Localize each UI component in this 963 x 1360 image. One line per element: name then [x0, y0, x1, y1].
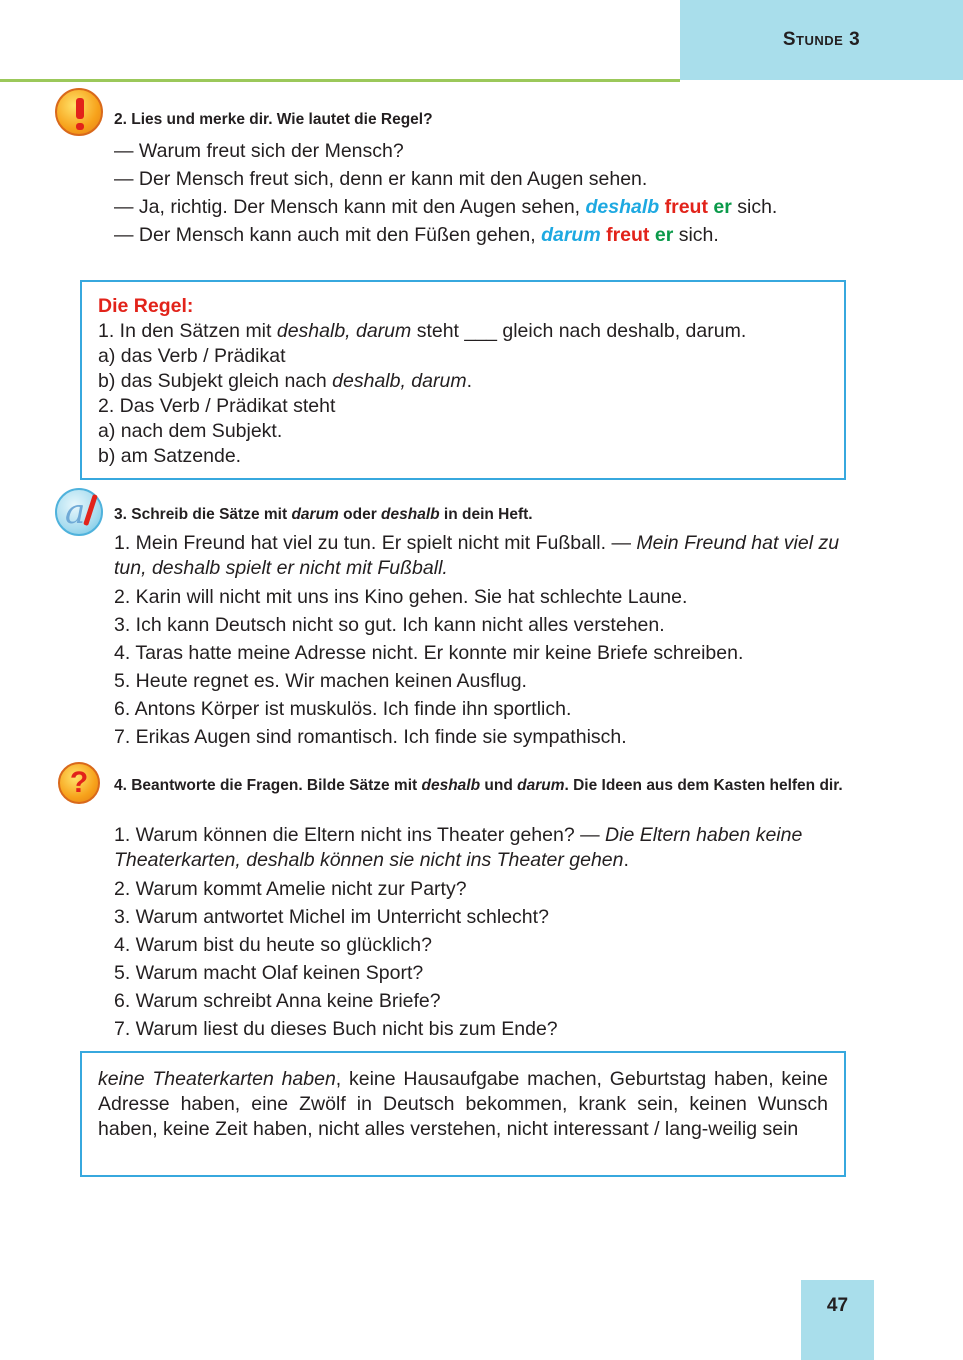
list-item: 4. Taras hatte meine Adresse nicht. Er konnte mir keine Briefe schreiben.	[114, 642, 744, 664]
task3-heading: 3. Schreib die Sätze mit darum oder deshalb in dein Heft.	[114, 506, 533, 523]
list-item: 6. Warum schreibt Anna keine Briefe?	[114, 990, 441, 1012]
verb: freut	[664, 196, 708, 218]
task3-list	[114, 583, 849, 751]
list-item: 6. Antons Körper ist muskulös. Ich finde ihn sportlich.	[114, 698, 572, 720]
dialogue-line: — Der Mensch freut sich, denn er kann mit den Augen sehen.	[114, 168, 648, 190]
rule-line: a) nach dem Subjekt.	[98, 420, 283, 442]
verb: freut	[606, 224, 650, 246]
list-item: 5. Heute regnet es. Wir machen keinen Ausflug.	[114, 670, 527, 692]
question-icon: ?	[58, 762, 100, 804]
list-item: 3. Warum antwortet Michel im Unterricht schlecht?	[114, 906, 549, 928]
lesson-tab	[680, 0, 963, 80]
conjunction: deshalb	[585, 196, 660, 218]
lesson-title: Stunde 3	[782, 29, 861, 50]
list-item: 2. Karin will nicht mit uns ins Kino gehen. Sie hat schlechte Laune.	[114, 586, 688, 608]
task4-item-1: 1. Warum können die Eltern nicht ins Theater gehen? — Die Eltern haben keine Theaterkarten, deshalb können sie nicht ins Theater gehen.	[114, 824, 803, 871]
rule-box	[80, 280, 846, 480]
ideas-box	[80, 1051, 846, 1177]
task2-dialogue	[114, 137, 849, 249]
dialogue-line: — Warum freut sich der Mensch?	[114, 140, 404, 162]
rule-line: b) das Subjekt gleich nach deshalb, darum.	[98, 370, 472, 392]
list-item: 5. Warum macht Olaf keinen Sport?	[114, 962, 424, 984]
dialogue-line: — Der Mensch kann auch mit den Füßen gehen, darum freut er sich.	[114, 224, 719, 246]
page-number: 47	[801, 1280, 874, 1360]
rule-line: b) am Satzende.	[98, 445, 242, 467]
list-item: 4. Warum bist du heute so glücklich?	[114, 934, 432, 956]
rule-line: 2. Das Verb / Prädikat steht	[98, 395, 336, 417]
task4-list	[114, 875, 849, 1043]
list-item: 2. Warum kommt Amelie nicht zur Party?	[114, 878, 467, 900]
ideas-rest: , keine Hausaufgabe machen, Geburtstag haben, keine Adresse haben, eine Zwölf in Deutsch bekommen, krank sein, keinen Wunsch haben, keine Zeit haben, nicht alles verstehen, nicht interessant / lang-weilig sein	[98, 1068, 829, 1140]
list-item: 3. Ich kann Deutsch nicht so gut. Ich kann nicht alles verstehen.	[114, 614, 665, 636]
subject: er	[713, 196, 732, 218]
task3-item-1: 1. Mein Freund hat viel zu tun. Er spielt nicht mit Fußball. — Mein Freund hat viel zu tun, deshalb spielt er nicht mit Fußball.	[114, 532, 840, 579]
writing-icon: a	[55, 488, 103, 536]
task4-heading: 4. Beantworte die Fragen. Bilde Sätze mit deshalb und darum. Die Ideen aus dem Kasten helfen dir.	[114, 777, 843, 794]
dialogue-line: — Ja, richtig. Der Mensch kann mit den Augen sehen, deshalb freut er sich.	[114, 196, 778, 218]
exclamation-icon	[55, 88, 103, 136]
list-item: 7. Warum liest du dieses Buch nicht bis zum Ende?	[114, 1018, 558, 1040]
task2-heading: 2. Lies und merke dir. Wie lautet die Regel?	[114, 111, 433, 128]
ideas-first: keine Theaterkarten haben	[98, 1068, 336, 1090]
rule-line: a) das Verb / Prädikat	[98, 345, 286, 367]
conjunction: darum	[541, 224, 601, 246]
subject: er	[654, 224, 674, 246]
header-divider	[0, 79, 680, 82]
list-item: 7. Erikas Augen sind romantisch. Ich finde sie sympathisch.	[114, 726, 627, 748]
rule-title: Die Regel:	[98, 295, 194, 317]
rule-line: 1. In den Sätzen mit deshalb, darum steht ___ gleich nach deshalb, darum.	[98, 320, 747, 342]
